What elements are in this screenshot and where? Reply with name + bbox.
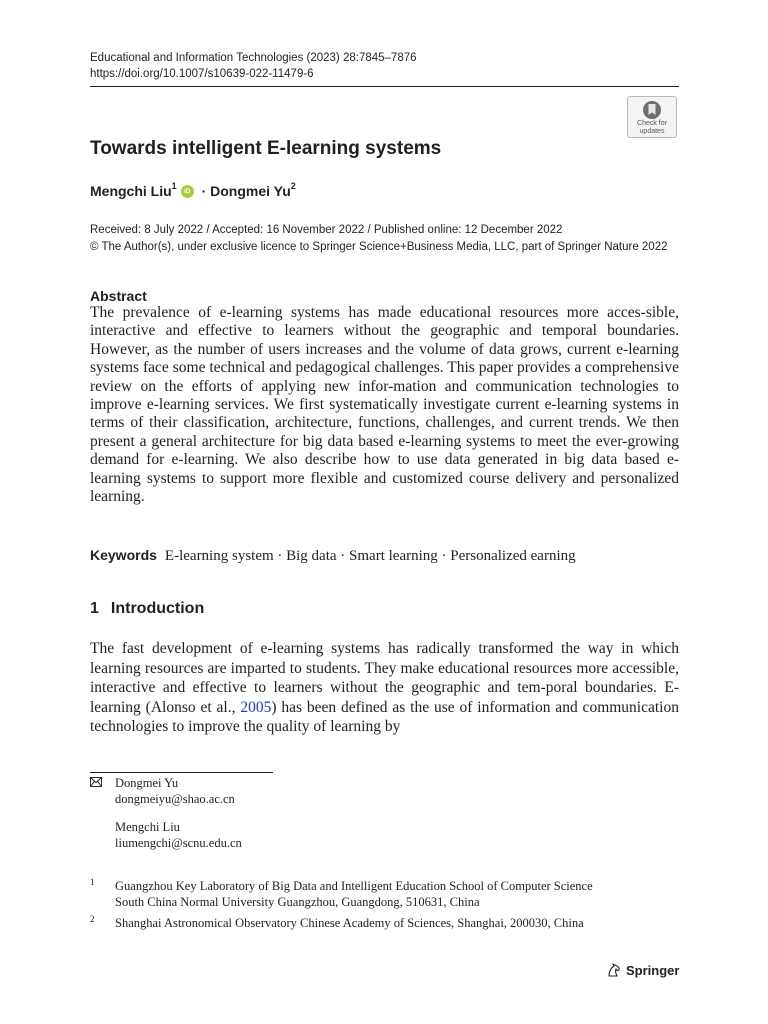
badge-line2: updates bbox=[639, 128, 665, 135]
badge-line1: Check for bbox=[637, 120, 667, 127]
section-number: 1 bbox=[90, 600, 99, 617]
corresponding-author-name: Dongmei Yu bbox=[115, 776, 179, 790]
affiliation-line: Shanghai Astronomical Observatory Chinese Academy of Sciences, Shanghai, 200030, China bbox=[115, 916, 584, 930]
paper-title: Towards intelligent E-learning systems bbox=[90, 138, 442, 159]
keywords bbox=[90, 547, 576, 565]
orcid-icon[interactable]: iD bbox=[181, 185, 194, 198]
section-title: Introduction bbox=[110, 600, 205, 617]
copyright-line: © The Author(s), under exclusive licence to Springer Science+Business Media, LLC, part of Springer Nature 2022 bbox=[90, 241, 668, 253]
abstract-heading: Abstract bbox=[90, 288, 147, 304]
affiliation-number: 2 bbox=[90, 914, 95, 924]
intro-text: ) has been defined as the use of information and communication technologies to improve the quality of learning by bbox=[90, 698, 679, 736]
bookmark-check-icon bbox=[641, 100, 663, 120]
journal-citation: Educational and Information Technologies (2023) 28:7845–7876 bbox=[90, 52, 417, 64]
author-email[interactable]: liumengchi@scnu.edu.cn bbox=[115, 835, 242, 850]
publisher-name: Springer bbox=[626, 962, 680, 978]
check-for-updates-badge[interactable] bbox=[627, 96, 677, 138]
section-heading bbox=[90, 600, 204, 618]
author-name[interactable]: Dongmei Yu bbox=[210, 183, 291, 199]
author-name: Mengchi Liu bbox=[115, 820, 180, 834]
affiliation-number: 1 bbox=[90, 877, 95, 887]
author-separator: · bbox=[197, 183, 211, 199]
intro-text: The fast development of e-learning systems has radically transformed the way in which learning resources are imparted to students. They make educational resources more accessible, interactive and effective to learners without the geographic and tem-poral boundaries. E-learning (Alonso et al., bbox=[90, 640, 679, 716]
keywords-list: E-learning system · Big data · Smart learning · Personalized earning bbox=[164, 548, 576, 564]
journal-header bbox=[90, 50, 417, 82]
publication-dates bbox=[90, 222, 668, 256]
footnote-rule bbox=[90, 772, 273, 773]
citation-link[interactable]: 2005 bbox=[240, 698, 272, 716]
header-rule bbox=[90, 86, 679, 87]
author-affiliation-sup: 2 bbox=[290, 181, 296, 191]
publisher-logo bbox=[606, 962, 679, 978]
dates-line: Received: 8 July 2022 / Accepted: 16 November 2022 / Published online: 12 December 2022 bbox=[90, 224, 563, 236]
keywords-heading: Keywords bbox=[90, 547, 157, 563]
author-list bbox=[90, 183, 296, 199]
corresponding-author-email[interactable]: dongmeiyu@shao.ac.cn bbox=[115, 791, 235, 806]
abstract-text: The prevalence of e-learning systems has made educational resources more acces-sible, interactive and effective to learners without the geographic and temporal boundaries. However, as the number of users increases and the volume of data grows, current e-learning systems face some technical and pedagogical challenges. This paper provides a comprehensive review on the efforts of applying new infor-mation and communication technologies to improve e-learning services. We first systematically investigate current e-learning systems in terms of their classification, architecture, functions, challenges, and current trends. We then present a general architecture for big data based e-learning systems to meet the ever-growing demand for e-learning. We also describe how to use data generated in big data based e-learning systems to support more flexible and customized course delivery and personalized learning. bbox=[90, 304, 679, 506]
journal-doi[interactable]: https://doi.org/10.1007/s10639-022-11479-6 bbox=[90, 68, 314, 80]
author-name[interactable]: Mengchi Liu bbox=[90, 183, 172, 199]
envelope-icon bbox=[90, 777, 102, 787]
author-affiliation-sup: 1 bbox=[171, 181, 177, 191]
affiliation-line: Guangzhou Key Laboratory of Big Data and Intelligent Education School of Computer Science bbox=[115, 879, 593, 893]
springer-horse-icon bbox=[606, 962, 622, 978]
affiliation-line: South China Normal University Guangzhou, Guangdong, 510631, China bbox=[115, 894, 480, 909]
introduction-paragraph bbox=[90, 639, 679, 737]
